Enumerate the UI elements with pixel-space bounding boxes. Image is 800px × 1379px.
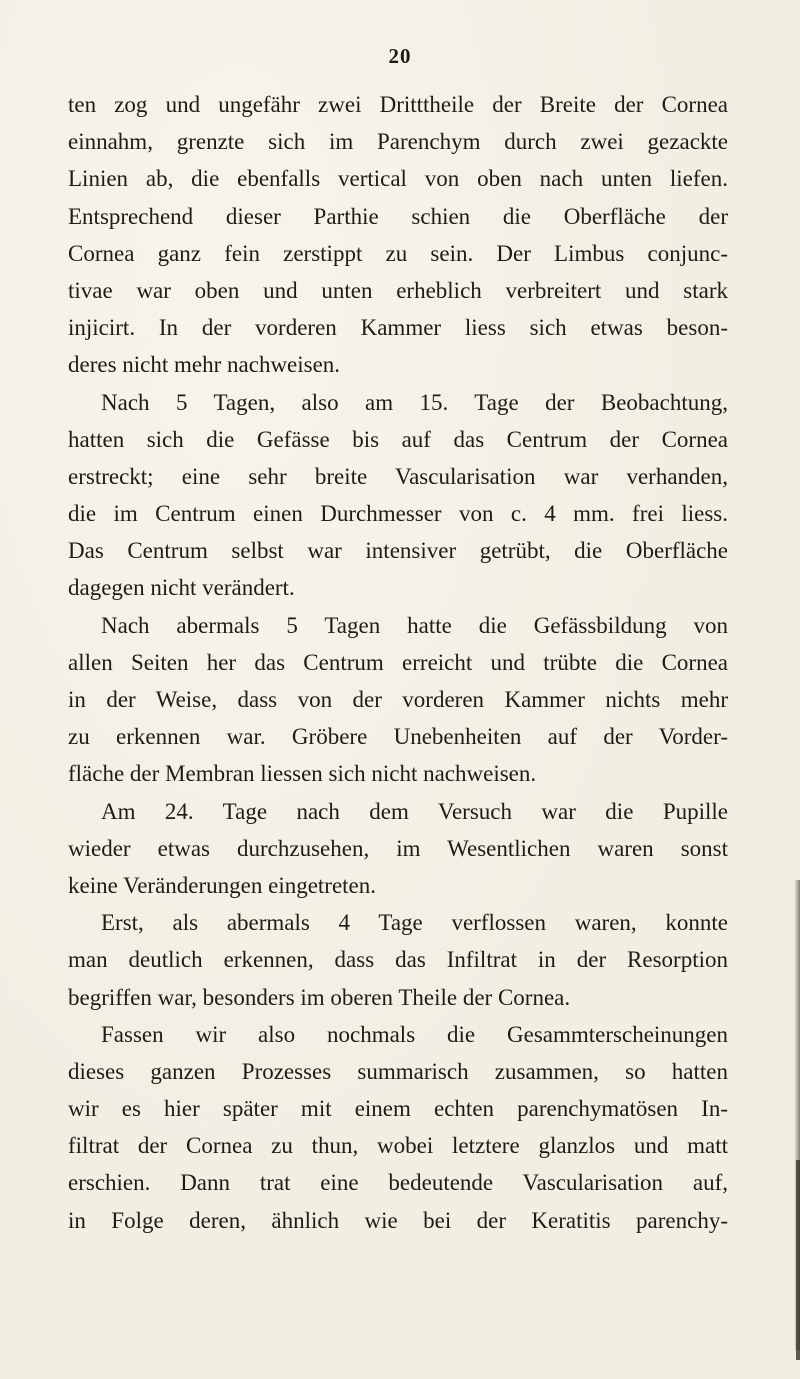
- text-line: begriffen war, besonders im oberen Theile der Cornea.: [68, 984, 571, 1010]
- text-line: in der Weise, dass von der vorderen Kammer nichts mehr: [68, 687, 728, 712]
- paragraph-start-line: Nach 5 Tagen, also am 15. Tage der Beobachtung,: [101, 389, 728, 415]
- text-line: wieder etwas durchzusehen, im Wesentlichen waren sonst: [68, 835, 728, 861]
- text-line: dieses ganzen Prozesses summarisch zusammen, so hatten: [68, 1058, 728, 1084]
- text-line: fläche der Membran liessen sich nicht nachweisen.: [68, 761, 537, 787]
- text-line: tivae war oben und unten erheblich verbreitert und stark: [68, 277, 728, 303]
- paragraph-start-line: Am 24. Tage nach dem Versuch war die Pupille: [101, 798, 728, 824]
- text-line: man deutlich erkennen, dass das Infiltrat in der Resorption: [68, 947, 728, 973]
- paragraph-start-line: Erst, als abermals 4 Tage verflossen waren, konnte: [101, 910, 728, 936]
- page-edge-binding: [796, 1160, 800, 1360]
- text-line: Cornea ganz fein zerstippt zu sein. Der Limbus conjunc-: [68, 240, 728, 266]
- text-line: Linien ab, die ebenfalls vertical von oben nach unten liefen.: [68, 166, 728, 192]
- text-line: erstreckt; eine sehr breite Vascularisation war verhanden,: [68, 463, 728, 489]
- paragraph-start-line: Fassen wir also nochmals die Gesammterscheinungen: [101, 1021, 728, 1047]
- text-line: dagegen nicht verändert.: [68, 575, 295, 601]
- page-number: 20: [388, 44, 412, 68]
- text-line: die im Centrum einen Durchmesser von c. 4 mm. frei liess.: [68, 501, 728, 527]
- text-line: Das Centrum selbst war intensiver getrübt, die Oberfläche: [68, 538, 728, 564]
- text-line: hatten sich die Gefässe bis auf das Centrum der Cornea: [68, 426, 728, 452]
- text-line: deres nicht mehr nachweisen.: [68, 352, 341, 378]
- text-line: in Folge deren, ähnlich wie bei der Keratitis parenchy-: [68, 1207, 728, 1233]
- text-line: allen Seiten her das Centrum erreicht und trübte die Cornea: [68, 649, 728, 675]
- body-text: [68, 86, 728, 1239]
- text-line: Entsprechend dieser Parthie schien die Oberfläche der: [68, 203, 728, 229]
- text-line: wir es hier später mit einem echten parenchymatösen In-: [68, 1096, 728, 1122]
- text-line: ten zog und ungefähr zwei Dritttheile der Breite der Cornea: [68, 92, 728, 117]
- text-line: filtrat der Cornea zu thun, wobei letztere glanzlos und matt: [68, 1133, 728, 1159]
- text-line: zu erkennen war. Gröbere Unebenheiten auf der Vorder-: [68, 724, 728, 750]
- text-line: injicirt. In der vorderen Kammer liess sich etwas beson-: [68, 315, 728, 341]
- text-line: erschien. Dann trat eine bedeutende Vascularisation auf,: [68, 1170, 728, 1196]
- text-line: keine Veränderungen eingetreten.: [68, 872, 377, 898]
- paragraph-start-line: Nach abermals 5 Tagen hatte die Gefässbildung von: [101, 612, 728, 638]
- text-line: einnahm, grenzte sich im Parenchym durch zwei gezackte: [68, 129, 728, 155]
